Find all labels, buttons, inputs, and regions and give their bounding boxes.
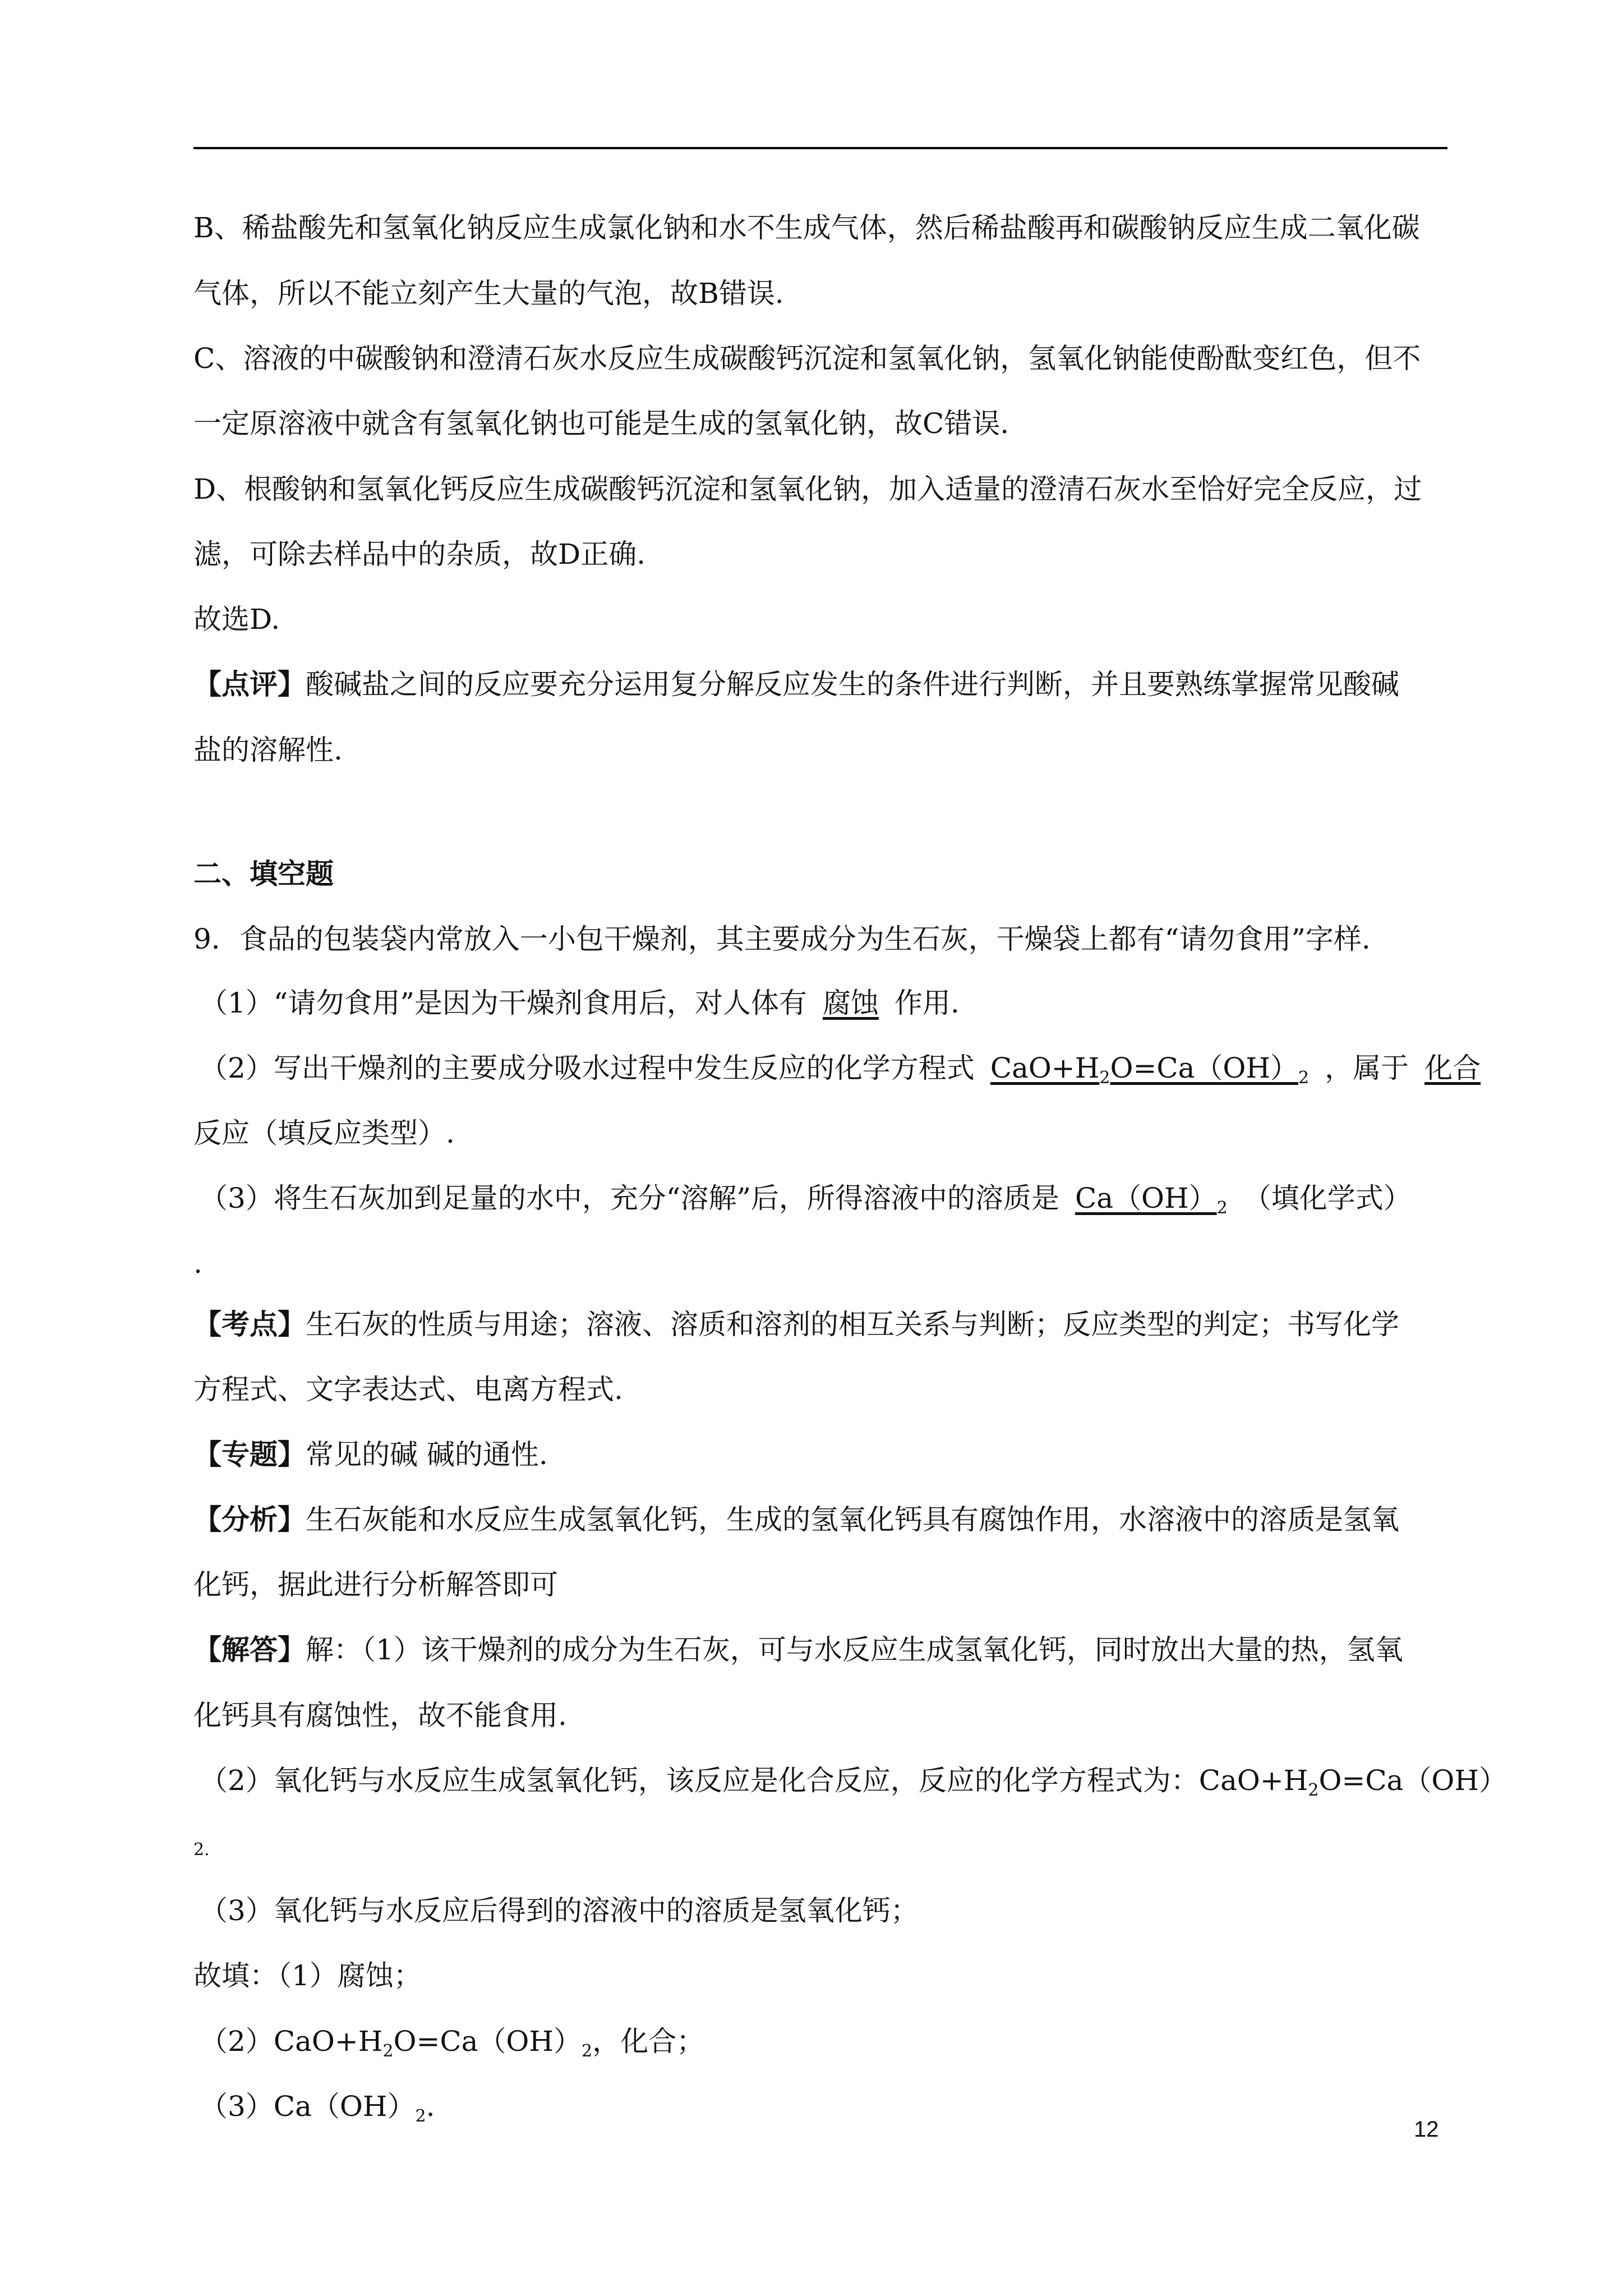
option-d-line-2: 滤，可除去样品中的杂质，故D正确. [193,538,645,570]
comment-line-2: 盐的溶解性. [193,734,343,766]
jieda-part-2-text: （2）氧化钙与水反应生成氢氧化钙，该反应是化合反应，反应的化学方程式为：CaO+H [200,1764,1308,1797]
comment-line-1 [193,668,1399,701]
header-rule [193,147,1447,149]
option-c-line-2: 一定原溶液中就含有氢氧化钠也可能是生成的氢氧化钠，故C错误. [193,407,1009,440]
jieda-part-2-text: O=Ca（OH） [1318,1764,1507,1797]
subscript: 2 [1308,1780,1319,1800]
part-3-prompt: （3）将生石灰加到足量的水中，充分“溶解”后，所得溶液中的溶质是 [200,1182,1059,1214]
jieda-tag: 【解答】 [193,1633,306,1666]
subscript: 2 [1099,1068,1110,1088]
question-9-part-3 [200,1181,1412,1225]
part-1-prompt: （1）“请勿食用”是因为干燥剂食用后，对人体有 [200,987,807,1019]
fenxi-line-1 [193,1503,1399,1536]
part-1-answer-blank: 腐蚀 [822,987,879,1019]
comment-tag: 【点评】 [193,668,306,701]
fenxi-line-2: 化钙，据此进行分析解答即可 [193,1568,558,1601]
subscript: 2 [415,2106,426,2126]
zhuanti-line [193,1438,548,1471]
part-3-suffix: （填化学式） [1243,1182,1412,1214]
jieda-part-2-line-2 [193,1829,210,1867]
subscript: 2 [1298,1068,1310,1088]
subscript-continuation: 2. [193,1840,210,1860]
question-9-part-3-line-2: . [193,1247,202,1280]
fill-answer-text: O=Ca（OH） [393,2025,582,2058]
zhuanti-tag: 【专题】 [193,1438,306,1471]
option-b-line-1: B、稀盐酸先和氢氧化钠反应生成氯化钠和水不生成气体，然后稀盐酸再和碳酸钠反应生成二氧化碳 [193,211,1420,244]
jieda-part-3: （3）氧化钙与水反应后得到的溶液中的溶质是氢氧化钙； [200,1894,919,1927]
question-9-part-2 [200,1051,1496,1095]
page-number: 12 [1414,2117,1439,2142]
kaodian-line-1 [193,1308,1399,1341]
part-2-equation-blank [975,1051,1325,1095]
fill-answer-text: . [426,2090,435,2123]
option-d-line-1: D、根酸钠和氢氧化钙反应生成碳酸钙沉淀和氢氧化钠，加入适量的澄清石灰水至恰好完全反应，过 [193,473,1422,505]
fill-answer-2 [200,2024,704,2068]
equation-text: CaO+H [990,1052,1100,1084]
jieda-text: 解：（1）该干燥剂的成分为生石灰，可与水反应生成氢氧化钙，同时放出大量的热，氢氧 [306,1634,1403,1666]
subscript: 2 [582,2041,593,2061]
fill-answer-3 [200,2090,435,2133]
fill-answer-text: （3）Ca（OH） [200,2090,416,2123]
subscript: 2 [1216,1198,1228,1218]
fill-answer-text: （2）CaO+H [200,2025,383,2058]
jieda-line-2: 化钙具有腐蚀性，故不能食用. [193,1699,567,1732]
fill-answer-text: ，化合； [592,2025,705,2058]
option-b-line-2: 气体，所以不能立刻产生大量的气泡，故B错误. [193,277,784,310]
part-3-answer-blank [1059,1181,1243,1225]
question-9-stem: 9．食品的包装袋内常放入一小包干燥剂，其主要成分为生石灰，干燥袋上都有“请勿食用”字样. [193,923,1371,955]
part-2-mid: ，属于 [1325,1052,1409,1084]
subscript: 2 [382,2041,394,2061]
jieda-line-1 [193,1633,1403,1667]
kaodian-tag: 【考点】 [193,1308,306,1341]
part-2-prompt: （2）写出干燥剂的主要成分吸水过程中发生反应的化学方程式 [200,1052,975,1084]
part-2-type-blank: 化合 [1424,1052,1481,1084]
choice-answer: 故选D. [193,603,280,636]
question-9-part-1 [200,986,960,1020]
kaodian-text: 生石灰的性质与用途；溶液、溶质和溶剂的相互关系与判断；反应类型的判定；书写化学 [306,1308,1399,1341]
comment-text: 酸碱盐之间的反应要充分运用复分解反应发生的条件进行判断，并且要熟练掌握常见酸碱 [306,668,1399,701]
part-1-suffix: 作用. [894,987,960,1019]
section-heading: 二、填空题 [193,857,334,890]
formula-text: Ca（OH） [1075,1182,1217,1214]
fill-answers-label: 故填：（1）腐蚀； [193,1959,422,1992]
option-c-line-1: C、溶液的中碳酸钠和澄清石灰水反应生成碳酸钙沉淀和氢氧化钠，氢氧化钠能使酚酞变红色，但不 [193,342,1421,375]
fenxi-tag: 【分析】 [193,1503,306,1536]
fenxi-text: 生石灰能和水反应生成氢氧化钙，生成的氢氧化钙具有腐蚀作用，水溶液中的溶质是氢氧 [306,1503,1399,1536]
equation-text: O=Ca（OH） [1110,1052,1299,1084]
jieda-part-2 [200,1764,1507,1807]
question-9-part-2-line-2: 反应（填反应类型）. [193,1117,455,1149]
zhuanti-text: 常见的碱 碱的通性. [306,1438,548,1471]
kaodian-line-2: 方程式、文字表达式、电离方程式. [193,1373,623,1406]
